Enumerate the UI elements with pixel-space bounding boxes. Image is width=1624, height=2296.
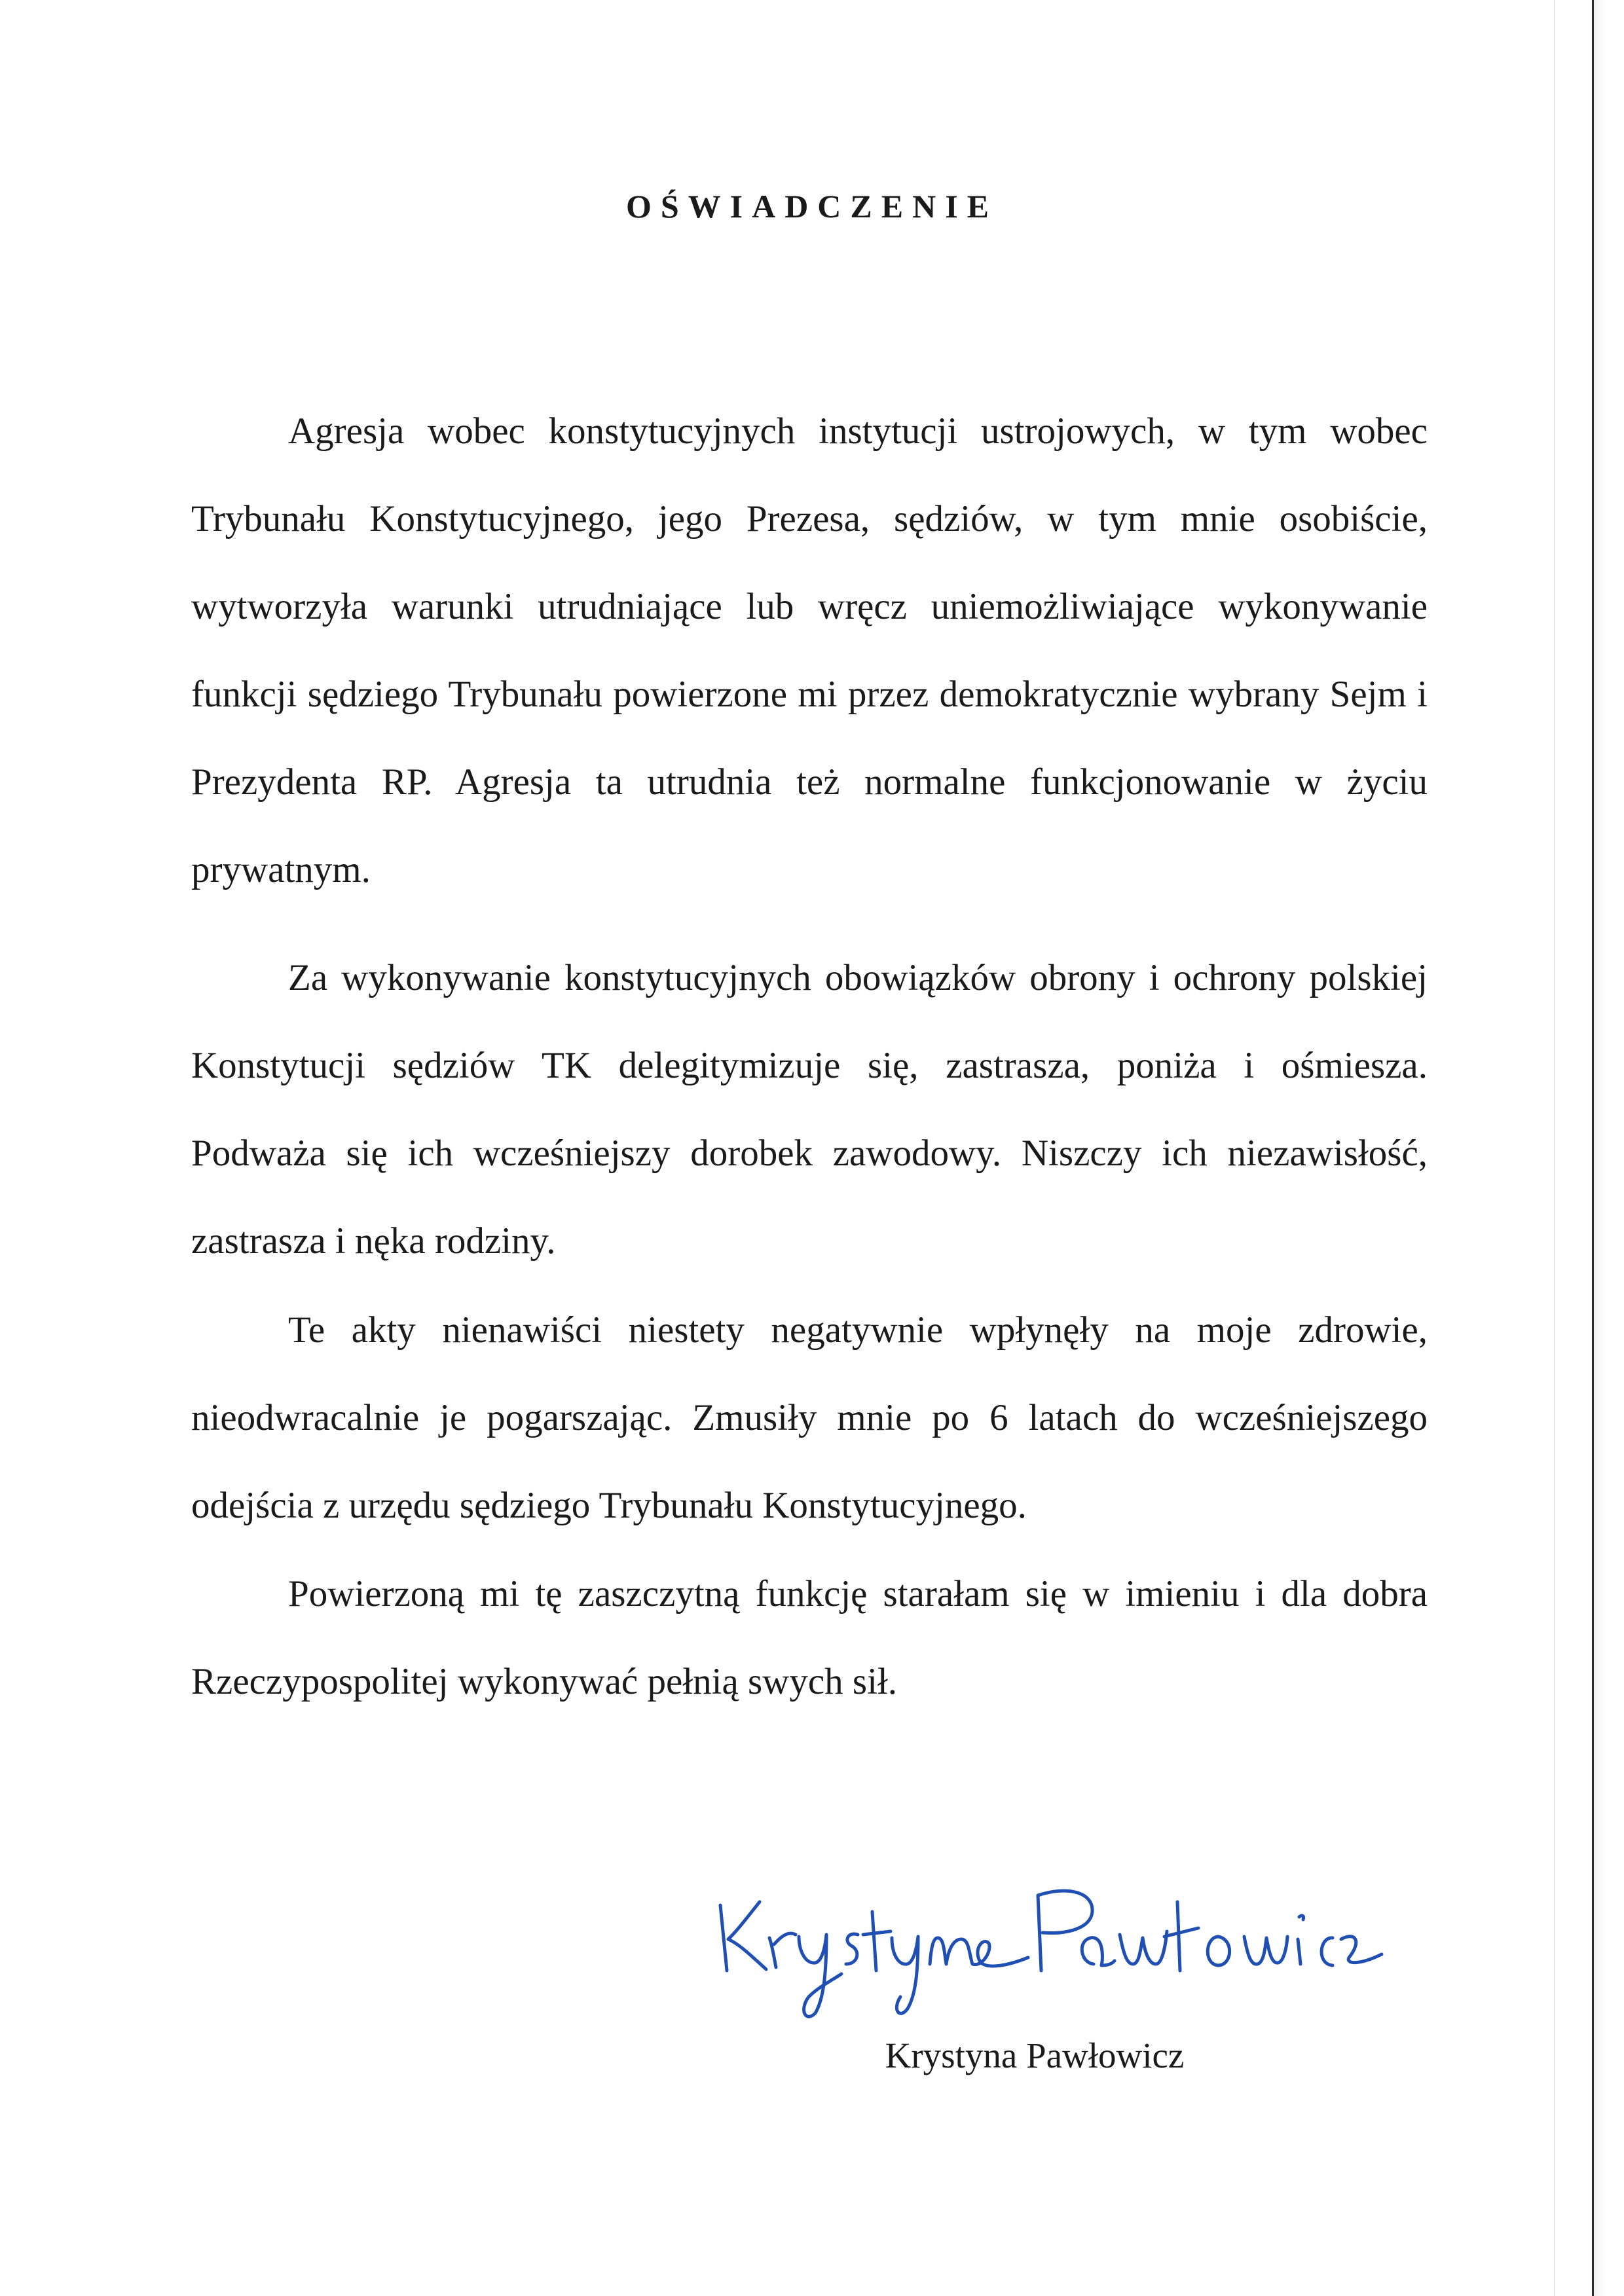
paragraph-1-text: Agresja wobec konstytucyjnych instytucji ustrojowych, w tym wobec Trybunału Konstytucyjnego, jego Prezesa, sędziów, w tym mnie osobiście, wytworzyła warunki utrudniające lub wręcz uniemożliwiające wykonywanie funkcji sędziego Trybunału powierzone mi przez demokratycznie wybrany Sejm i Prezydenta RP. Agresja ta utrudnia też normalne funkcjonowanie w życiu prywatnym. <box>191 410 1428 890</box>
scan-page-edge <box>1592 0 1624 2296</box>
paragraph-2-text: Za wykonywanie konstytucyjnych obowiązków obrony i ochrony polskiej Konstytucji sędziów TK delegitymizuje się, zastrasza, poniża i ośmiesza. Podważa się ich wcześniejszy dorobek zawodowy. Niszczy ich niezawisłość, zastrasza i nęka rodziny. <box>191 957 1428 1262</box>
document-title: OŚWIADCZENIE <box>625 188 999 225</box>
handwritten-signature <box>701 1866 1395 2030</box>
scan-border-line <box>1554 0 1594 2296</box>
paragraph-2 <box>191 934 1428 1285</box>
paragraph-3-text: Te akty nienawiści niestety negatywnie wpłynęły na moje zdrowie, nieodwracalnie je pogarszając. Zmusiły mnie po 6 latach do wcześniejszego odejścia z urzędu sędziego Trybunału Konstytucyjnego. <box>191 1309 1428 1526</box>
paragraph-3 <box>191 1286 1428 1550</box>
paragraph-1 <box>191 388 1428 914</box>
paragraph-4 <box>191 1550 1428 1726</box>
signer-name: Krystyna Pawłowicz <box>885 2035 1185 2075</box>
paragraph-4-text: Powierzoną mi tę zaszczytną funkcję starałam się w imieniu i dla dobra Rzeczypospolitej wykonywać pełnią swych sił. <box>191 1573 1428 1702</box>
